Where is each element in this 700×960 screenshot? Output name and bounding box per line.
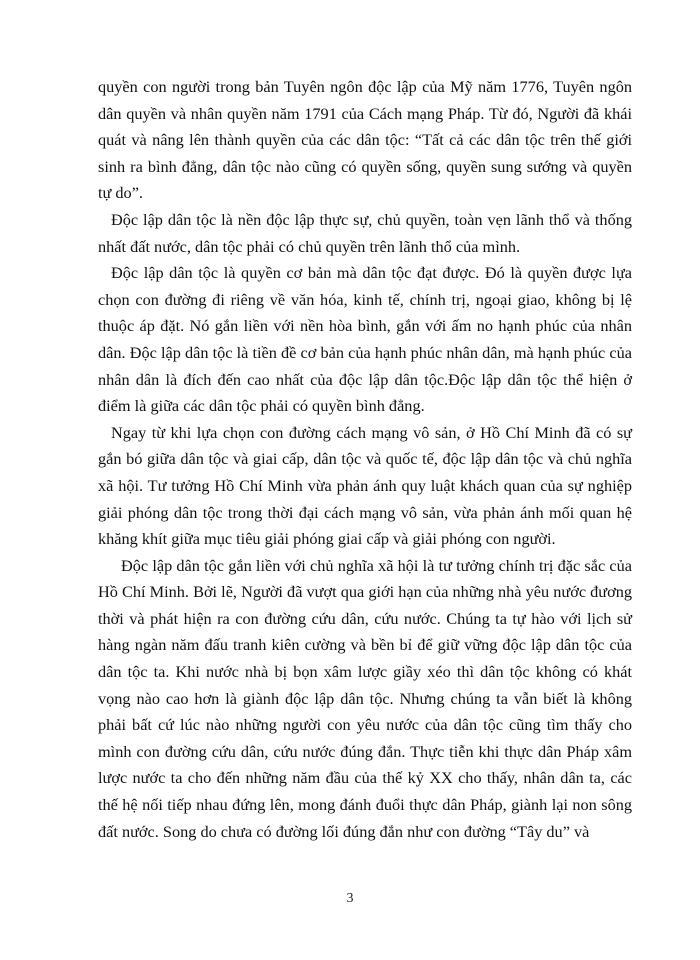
paragraph-4: Ngay từ khi lựa chọn con đường cách mạng vô sản, ở Hồ Chí Minh đã có sự gắn bó giữa dân tộc và giai cấp, dân tộc và quốc tế, độc lập dân tộc và chủ nghĩa xã hội. Tư tưởng Hồ Chí Minh vừa phản ánh quy luật khách quan của sự nghiệp giải phóng dân tộc trong thời đại cách mạng vô sản, vừa phản ánh mối quan hệ khăng khít giữa mục tiêu giải phóng giai cấp và giải phóng con người. bbox=[98, 422, 632, 549]
body-text bbox=[98, 74, 632, 845]
paragraph-3: Độc lập dân tộc là quyền cơ bản mà dân tộc đạt được. Đó là quyền được lựa chọn con đường đi riêng về văn hóa, kinh tế, chính trị, ngoại giao, không bị lệ thuộc áp đặt. Nó gắn liền với nền hòa bình, gắn với ấm no hạnh phúc của nhân dân. Độc lập dân tộc là tiền đề cơ bản của hạnh phúc nhân dân, mà hạnh phúc của nhân dân là đích đến cao nhất của độc lập dân tộc.Độc lập dân tộc thể hiện ở điểm là giữa các dân tộc phải có quyền bình đẳng. bbox=[98, 263, 632, 416]
page-number: 3 bbox=[346, 891, 354, 906]
paragraph-1: quyền con người trong bản Tuyên ngôn độc lập của Mỹ năm 1776, Tuyên ngôn dân quyền và nhân quyền năm 1791 của Cách mạng Pháp. Từ đó, Người đã khái quát và nâng lên thành quyền của các dân tộc: “Tất cả các dân tộc trên thế giới sinh ra bình đẳng, dân tộc nào cũng có quyền sống, quyền sung sướng và quyền tự do”. bbox=[98, 77, 632, 203]
paragraph-2: Độc lập dân tộc là nền độc lập thực sự, chủ quyền, toàn vẹn lãnh thổ và thống nhất đất nước, dân tộc phải có chủ quyền trên lãnh thổ của mình. bbox=[98, 209, 632, 256]
paragraph-5: Độc lập dân tộc gắn liền với chủ nghĩa xã hội là tư tưởng chính trị đặc sắc của Hồ Chí Minh. Bởi lẽ, Người đã vượt qua giới hạn của những nhà yêu nước đương thời và phát hiện ra con đường cứu dân, cứu nước. Chúng ta tự hào với lịch sử hàng ngàn năm đấu tranh kiên cường và bền bỉ để giữ vững độc lập dân tộc của dân tộc ta. Khi nước nhà bị bọn xâm lược giầy xéo thì dân tộc không có khát vọng nào cao hơn là giành độc lập dân tộc. Nhưng chúng ta vẫn biết là không phải bất cứ lúc nào những người con yêu nước của dân tộc cũng tìm thấy cho mình con đường cứu dân, cứu nước đúng đắn. Thực tiễn khi thực dân Pháp xâm lược nước ta cho đến những năm đầu của thế kỷ XX cho thấy, nhân dân ta, các thế hệ nối tiếp nhau đứng lên, mong đánh đuổi thực dân Pháp, giành lại non sông đất nước. Song do chưa có đường lối đúng đắn như con đường “Tây du” và bbox=[98, 555, 632, 841]
